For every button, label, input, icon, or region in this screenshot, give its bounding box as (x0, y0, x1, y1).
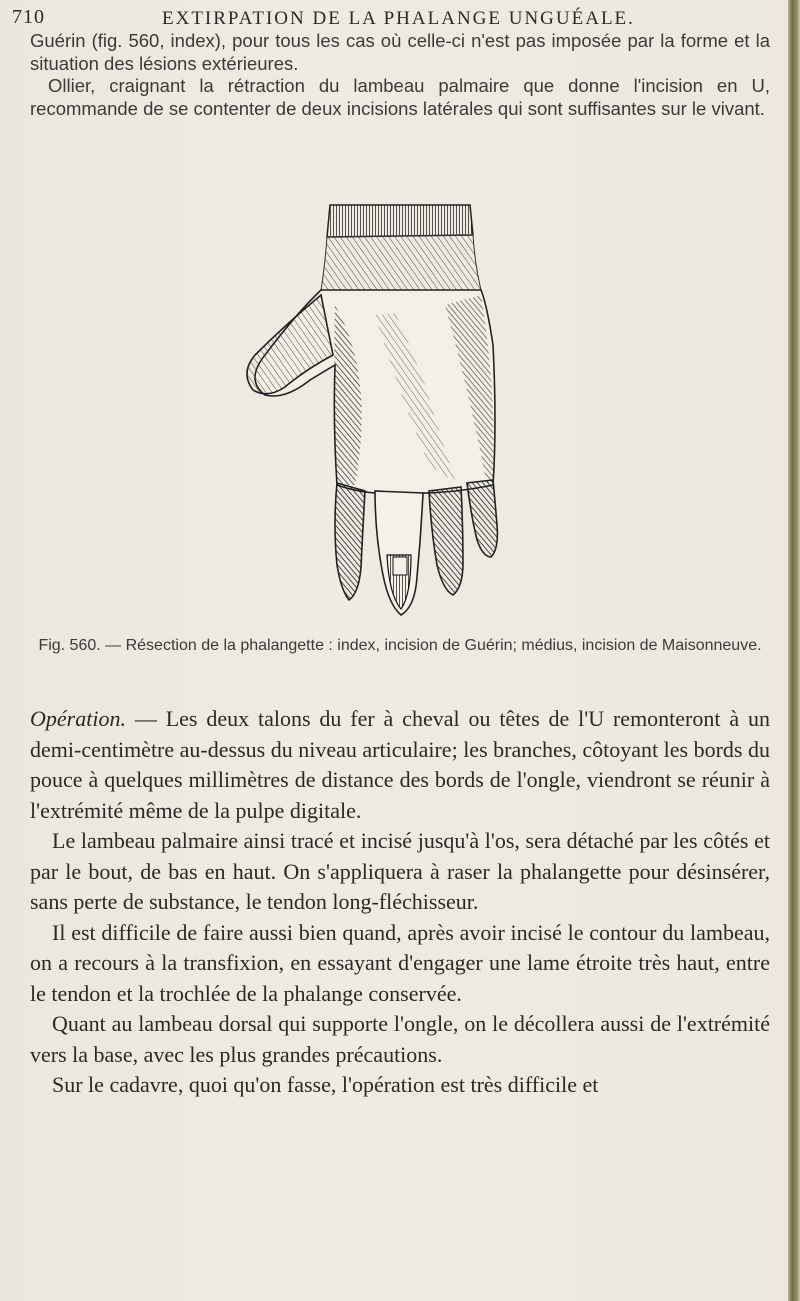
figure-label: Fig. 560. (38, 637, 101, 654)
thumb-shape (247, 295, 333, 394)
top-text-block (30, 30, 770, 120)
hand-palm-illustration (225, 195, 585, 635)
body-paragraph-3: Quant au lambeau dorsal qui supporte l'ongle, on le décollera aussi de l'extrémité vers la base, avec les plus grandes précautions. (30, 1011, 770, 1067)
top-paragraph-2: Ollier, craignant la rétraction du lambeau palmaire que donne l'incision en U, recommande de se contenter de deux incisions latérales qui sont suffisantes sur le vivant. (30, 75, 770, 119)
figure-560 (225, 195, 585, 635)
top-paragraph-1: Guérin (fig. 560, index), pour tous les cas où celle-ci n'est pas imposée par la forme et la situation des lésions extérieures. (30, 30, 770, 74)
running-head-title: EXTIRPATION DE LA PHALANGE UNGUÉALE. (162, 8, 635, 29)
index-finger-shape (335, 483, 365, 600)
little-finger-shape (467, 480, 497, 557)
ring-finger-shape (429, 487, 463, 595)
figure-caption-text: — Résection de la phalangette : index, incision de Guérin; médius, incision de Maisonneuve. (105, 637, 762, 654)
forearm-shape (327, 205, 473, 237)
running-head (12, 6, 772, 30)
body-paragraph-4: Sur le cadavre, quoi qu'on fasse, l'opération est très difficile et (52, 1072, 599, 1097)
figure-caption (30, 636, 770, 655)
operation-paragraph (30, 704, 770, 826)
page-number: 710 (12, 6, 45, 28)
operation-heading: Opération. (30, 706, 126, 731)
body-paragraph-2: Il est difficile de faire aussi bien quand, après avoir incisé le contour du lambeau, on a recours à la transfixion, en essayant d'engager une lame étroite très haut, entre le tendon et la trochlée de la phalange conservée. (30, 919, 770, 1006)
body-paragraph-1: Le lambeau palmaire ainsi tracé et incisé jusqu'à l'os, sera détaché par les côtés et par le bout, de bas en haut. On s'appliquera à raser la phalangette pour désinsérer, sans perte de substance, le tendon long-fléchisseur. (30, 828, 770, 914)
operation-paragraph-text: — Les deux talons du fer à cheval ou têtes de l'U remonteront à un demi-centimètre au-dessus du niveau articulaire; les branches, côtoyant les bords du pouce à quelques millimètres de distance des bords de l'ongle, viendront se réunir à l'extrémité même de la pulpe digitale. (30, 706, 770, 823)
page-edge (788, 0, 800, 1301)
body-text-block (30, 704, 770, 1101)
